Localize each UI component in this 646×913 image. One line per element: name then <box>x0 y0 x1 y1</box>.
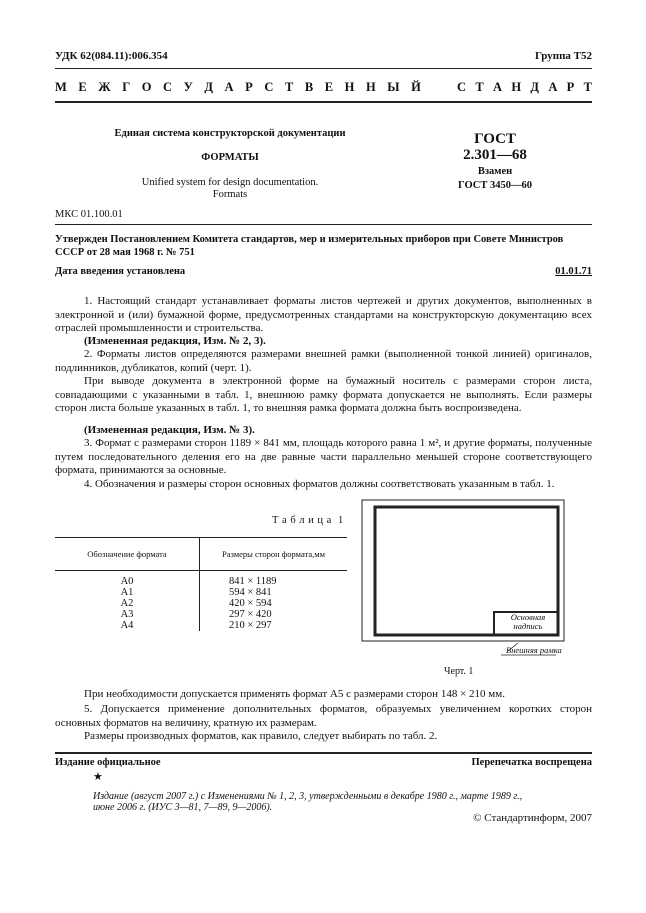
banner-letter: Н <box>365 80 376 94</box>
banner-letter: А <box>224 80 234 94</box>
table-cell-designation: А4 <box>120 620 134 631</box>
banner-letter: У <box>183 80 193 94</box>
banner-letter: Р <box>566 80 575 94</box>
banner-letter: Р <box>245 80 253 94</box>
gost-label: ГОСТ <box>474 131 516 147</box>
banner-letter: Е <box>78 80 87 94</box>
paragraph-3: При выводе документа в электронной форме на бумажный носитель с размерами сторон листа, совпадающими с указанными в табл. 1, внешнюю рамку формата допускается не выполнять. Если размеры сторон листа больше указанных в табл. 1, то внешняя рамка формата должна быть воспроизведена. <box>55 375 592 414</box>
figure-caption: Черт. 1 <box>444 666 474 677</box>
mks-code: МКС 01.100.01 <box>55 209 123 220</box>
paragraph-2: 2. Форматы листов определяются размерами внешней рамки (выполненной тонкой линией) оригиналов, подлинников, дубликатов, копий (черт. 1). <box>55 348 592 374</box>
edition-info-line2: июне 2006 г. (ИУС 3—81, 7—89, 9—2006). <box>93 802 273 813</box>
banner-letter: Д <box>530 80 539 94</box>
table-cell-designation: А3 <box>120 609 134 620</box>
official-edition: Издание официальное <box>55 757 161 768</box>
standard-name: ФОРМАТЫ <box>201 152 259 163</box>
banner-letter: Т <box>583 80 592 94</box>
banner-letter: М <box>55 80 67 94</box>
star-mark: ★ <box>93 771 103 783</box>
banner-letter: Ж <box>98 80 111 94</box>
banner-rule <box>55 101 592 103</box>
paragraph-7: 5. Допускается применение дополнительных форматов, образуемых увеличением коротких сторон основных форматов на величину, кратную их размерам. <box>55 703 592 729</box>
banner-letter: Й <box>411 80 421 94</box>
replaces-label: Взамен <box>477 166 513 177</box>
table-col-sizes: Размеры сторон формата,мм <box>221 549 325 559</box>
banner-letter: Д <box>204 80 213 94</box>
figure-label-title-block-line2: надпись <box>513 621 543 631</box>
paragraph-1: 1. Настоящий стандарт устанавливает форматы листов чертежей и других документов, выполненных в электронной и (или) бумажной форме, предусмотренных стандартами на конструкторскую документацию всех отраслей промышленности и строительства. <box>55 295 592 334</box>
standard-banner <box>55 80 592 95</box>
table-cell-designation: А0 <box>120 576 134 587</box>
udk-code: УДК 62(084.11):006.354 <box>55 50 168 62</box>
banner-letter: О <box>141 80 152 94</box>
banner-letter: Т <box>475 80 484 94</box>
table-cell-size: 420 × 594 <box>229 598 272 609</box>
banner-letter: Н <box>511 80 522 94</box>
intro-date-value: 01.01.71 <box>555 266 592 277</box>
approval-text: Утвержден Постановлением Комитета стандартов, мер и измерительных приборов при Совете Министров СССР от 28 мая 1968 г. № 751 <box>55 234 564 258</box>
banner-letter: С <box>163 80 173 94</box>
group-code: Группа Т52 <box>534 50 592 62</box>
figure-label-title-block-line1: Основная <box>510 612 546 622</box>
banner-letter: Ы <box>387 80 400 94</box>
paragraph-1-revision: (Измененная редакция, Изм. № 2, 3). <box>84 335 266 347</box>
paragraph-4: 3. Формат с размерами сторон 1189 × 841 мм, площадь которого равна 1 м², и другие форматы, полученные путем последовательного деления его на две равные части параллельно меньшей стороне соответствующего формата, принимаются за основные. <box>55 437 592 476</box>
table-header <box>55 537 347 571</box>
banner-letter: В <box>304 80 314 94</box>
top-rule <box>55 68 592 69</box>
intro-date-label: Дата введения установлена <box>55 266 186 277</box>
copyright: © Стандартинформ, 2007 <box>473 812 592 824</box>
paragraph-6: При необходимости допускается применять формат А5 с размерами сторон 148 × 210 мм. <box>84 688 505 700</box>
figure-label-outer-frame: Внешняя рамка <box>506 645 562 655</box>
table-cell-size: 841 × 1189 <box>229 576 277 587</box>
english-title-line2: Formats <box>212 189 248 200</box>
english-title-line1: Unified system for design documentation. <box>141 177 319 188</box>
table-cell-designation: А2 <box>120 598 134 609</box>
banner-letter: С <box>457 80 467 94</box>
table-cell-size: 297 × 420 <box>229 609 272 620</box>
edition-info-line1: Издание (август 2007 г.) с Изменениями № 1, 2, 3, утвержденными в декабре 1980 г., марте 1989 г., <box>93 791 523 802</box>
banner-letter: Т <box>284 80 294 94</box>
paragraph-5: 4. Обозначения и размеры сторон основных форматов должны соответствовать указанным в табл. 1. <box>84 478 555 490</box>
footer-rule <box>55 752 592 754</box>
table-caption: Т а б л и ц а 1 <box>272 515 344 526</box>
figure-label-title-block <box>504 613 552 631</box>
title-rule <box>55 224 592 225</box>
table-body-divider <box>199 569 200 631</box>
gost-number: 2.301—68 <box>463 147 527 163</box>
table-cell-size: 210 × 297 <box>229 620 272 631</box>
banner-letter: Н <box>344 80 355 94</box>
reprint-notice: Перепечатка воспрещена <box>471 757 592 768</box>
replaces-value: ГОСТ 3450—60 <box>458 180 532 191</box>
banner-letter: Е <box>324 80 334 94</box>
banner-letter: А <box>548 80 558 94</box>
banner-letter: А <box>493 80 503 94</box>
table-cell-designation: А1 <box>120 587 134 598</box>
paragraph-8: Размеры производных форматов, как правило, следует выбирать по табл. 2. <box>84 730 438 742</box>
banner-word-standard <box>457 80 592 95</box>
banner-letter: С <box>264 80 274 94</box>
banner-word-interstate <box>55 80 421 95</box>
table-cell-size: 594 × 841 <box>229 587 272 598</box>
table-col-designation: Обозначение формата <box>87 549 167 559</box>
paragraph-3-revision: (Измененная редакция, Изм. № 3). <box>84 424 255 436</box>
system-title: Единая система конструкторской документации <box>114 128 346 139</box>
banner-letter: Г <box>122 80 131 94</box>
